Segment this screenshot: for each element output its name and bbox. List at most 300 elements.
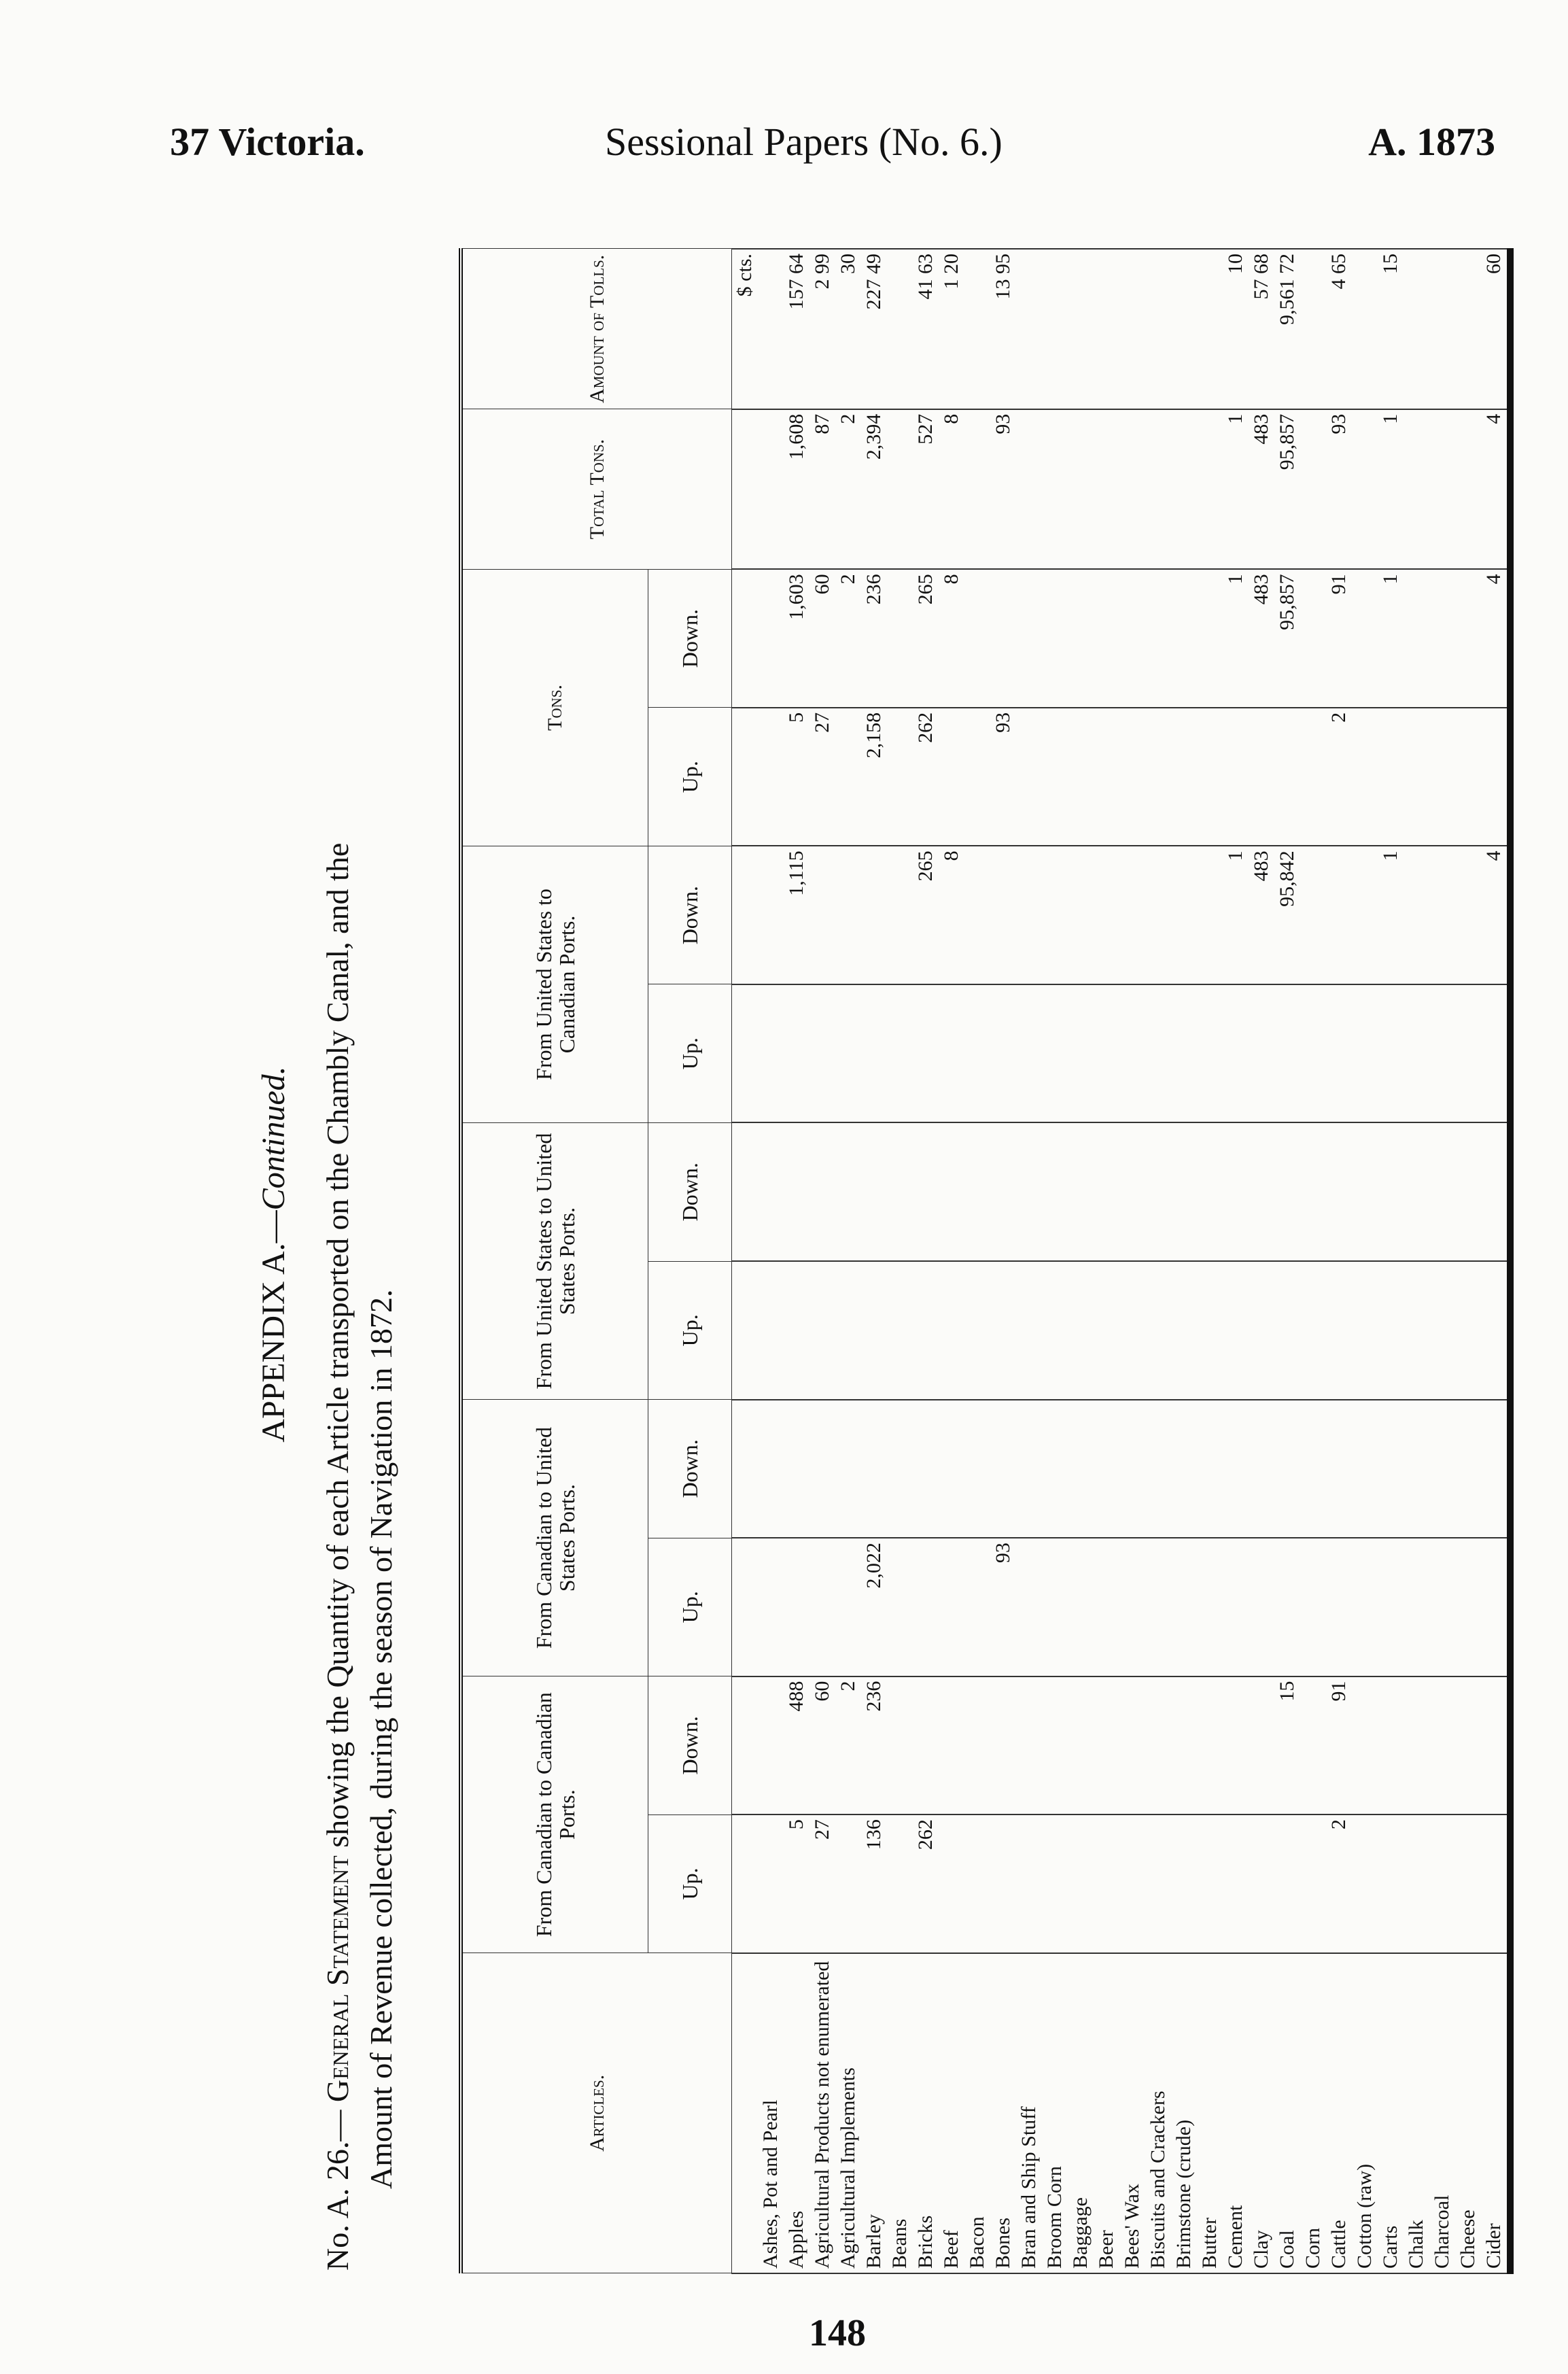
cell-tolls	[1197, 249, 1223, 409]
cell-cu-down	[990, 1400, 1016, 1538]
table-row	[1481, 249, 1510, 2273]
header-total-tons: Total Tons.	[461, 409, 732, 570]
cell-cu-up	[1171, 1538, 1197, 1676]
cell-t-down: 91	[1326, 569, 1352, 708]
cell-uu-up	[964, 1261, 990, 1400]
cell-cc-up	[1119, 1814, 1145, 1953]
cell-tolls: 30	[835, 249, 861, 409]
cell-uu-up	[784, 1261, 809, 1400]
subheader-down: Down.	[648, 1676, 732, 1815]
cell-uc-down	[758, 846, 784, 984]
cell-uu-down	[1352, 1122, 1378, 1261]
cell-cu-down	[758, 1400, 784, 1538]
table-row	[1016, 249, 1042, 2273]
cell-t-down	[887, 569, 913, 708]
cell-uu-up	[1481, 1261, 1510, 1400]
cell-cc-down	[913, 1676, 939, 1815]
cell-uu-down	[1119, 1122, 1145, 1261]
cell-uu-up	[809, 1261, 835, 1400]
cell-uu-down	[1171, 1122, 1197, 1261]
currency-label: $ cts.	[732, 249, 759, 409]
cell-tolls: 57 68	[1249, 249, 1274, 409]
cell-tolls	[1094, 249, 1119, 409]
cell-t-up	[1274, 708, 1300, 846]
cell-uu-up	[1352, 1261, 1378, 1400]
cell-uc-down	[1455, 846, 1481, 984]
cell-t-down	[1352, 569, 1378, 708]
cell-total	[1404, 409, 1429, 570]
cell-tolls: 4 65	[1326, 249, 1352, 409]
cell-cu-up	[1429, 1538, 1455, 1676]
cell-cu-up	[1094, 1538, 1119, 1676]
cell-total	[1094, 409, 1119, 570]
cell-total: 1	[1223, 409, 1249, 570]
cell-uu-down	[939, 1122, 964, 1261]
table-row	[1042, 249, 1068, 2273]
cell-uu-down	[1274, 1122, 1300, 1261]
cell-total	[1300, 409, 1326, 570]
cell-uu-up	[1455, 1261, 1481, 1400]
cell-cu-up	[784, 1538, 809, 1676]
cell-total: 2	[835, 409, 861, 570]
cell-uu-down	[1378, 1122, 1404, 1261]
cell-uc-up	[861, 984, 887, 1123]
subheader-up: Up.	[648, 1814, 732, 1953]
cell-uc-up	[1068, 984, 1094, 1123]
cell-t-down	[1119, 569, 1145, 708]
cell-cu-down	[1145, 1400, 1171, 1538]
table-row	[939, 249, 964, 2273]
article-name: Bacon	[964, 1953, 990, 2273]
cell-cc-down	[1352, 1676, 1378, 1815]
cell-tolls: 1 20	[939, 249, 964, 409]
article-name: Agricultural Products not enumerated	[809, 1953, 835, 2273]
article-name: Chalk	[1404, 1953, 1429, 2273]
cell-cc-up	[1352, 1814, 1378, 1953]
article-name: Bricks	[913, 1953, 939, 2273]
cell-uu-down	[1404, 1122, 1429, 1261]
cell-total	[1197, 409, 1223, 570]
cell-uc-down: 8	[939, 846, 964, 984]
cell-uc-up	[1326, 984, 1352, 1123]
cell-total: 93	[990, 409, 1016, 570]
cell-uc-up	[1429, 984, 1455, 1123]
cell-uu-down	[913, 1122, 939, 1261]
article-name: Butter	[1197, 1953, 1223, 2273]
article-name: Beer	[1094, 1953, 1119, 2273]
cell-uc-up	[809, 984, 835, 1123]
cell-total: 87	[809, 409, 835, 570]
currency-row	[732, 249, 759, 2273]
cell-t-down: 95,857	[1274, 569, 1300, 708]
cell-t-up	[1068, 708, 1094, 846]
cell-uu-down	[1223, 1122, 1249, 1261]
cell-uc-up	[758, 984, 784, 1123]
cell-cu-up	[939, 1538, 964, 1676]
statement-line2: Amount of Revenue collected, during the season of Navigation in 1872.	[364, 1289, 398, 2189]
statement-label: General Statement	[320, 1855, 355, 2103]
table-row	[887, 249, 913, 2273]
cell-t-down	[1300, 569, 1326, 708]
cell-tolls: 41 63	[913, 249, 939, 409]
page-number: 148	[809, 2312, 866, 2354]
cell-t-up: 27	[809, 708, 835, 846]
rotated-table-content	[255, 211, 1509, 2298]
cell-cc-up: 5	[784, 1814, 809, 1953]
table-row	[990, 249, 1016, 2273]
cell-uu-down	[1481, 1122, 1510, 1261]
cell-t-up	[1094, 708, 1119, 846]
cell-t-down: 1,603	[784, 569, 809, 708]
cell-t-down	[1016, 569, 1042, 708]
cell-cu-down	[835, 1400, 861, 1538]
cell-cu-up	[1326, 1538, 1352, 1676]
running-head-center: Sessional Papers (No. 6.)	[605, 120, 1003, 164]
cell-uu-up	[990, 1261, 1016, 1400]
cell-cu-up	[809, 1538, 835, 1676]
cell-cu-up	[1352, 1538, 1378, 1676]
cell-uc-down	[835, 846, 861, 984]
cell-cu-down	[1068, 1400, 1094, 1538]
cell-cu-down	[1171, 1400, 1197, 1538]
cell-t-up: 2	[1326, 708, 1352, 846]
cell-uu-up	[1249, 1261, 1274, 1400]
cell-cc-down	[1429, 1676, 1455, 1815]
cell-cu-up	[1274, 1538, 1300, 1676]
cell-cc-up	[887, 1814, 913, 1953]
cell-cu-up	[758, 1538, 784, 1676]
cell-cc-up	[1145, 1814, 1171, 1953]
cell-uu-up	[913, 1261, 939, 1400]
cell-cc-down: 236	[861, 1676, 887, 1815]
cell-uu-up	[1197, 1261, 1223, 1400]
cell-uc-down	[887, 846, 913, 984]
cell-tolls	[964, 249, 990, 409]
cell-cc-up	[964, 1814, 990, 1953]
cell-uu-down	[861, 1122, 887, 1261]
cell-cu-up	[1197, 1538, 1223, 1676]
table-row	[784, 249, 809, 2273]
rotated-table-region	[255, 211, 1509, 2298]
cell-t-up: 93	[990, 708, 1016, 846]
cell-cc-up	[1404, 1814, 1429, 1953]
table-row	[1378, 249, 1404, 2273]
article-name: Charcoal	[1429, 1953, 1455, 2273]
cell-t-up	[1300, 708, 1326, 846]
cell-uu-up	[1068, 1261, 1094, 1400]
cell-cu-down	[1404, 1400, 1429, 1538]
cell-cc-down	[964, 1676, 990, 1815]
cell-uu-up	[1016, 1261, 1042, 1400]
table-row	[964, 249, 990, 2273]
cell-t-up	[1249, 708, 1274, 846]
table-row	[1249, 249, 1274, 2273]
cell-uu-down	[1455, 1122, 1481, 1261]
cell-uc-up	[964, 984, 990, 1123]
cell-uc-down	[1016, 846, 1042, 984]
cell-tolls: 9,561 72	[1274, 249, 1300, 409]
cell-uu-up	[1223, 1261, 1249, 1400]
cell-cc-up	[1455, 1814, 1481, 1953]
cell-cu-down	[1300, 1400, 1326, 1538]
cell-t-up	[835, 708, 861, 846]
cell-uu-down	[758, 1122, 784, 1261]
cell-cu-down	[1197, 1400, 1223, 1538]
cell-cc-down	[1481, 1676, 1510, 1815]
cell-t-down	[1145, 569, 1171, 708]
cell-uc-down	[1326, 846, 1352, 984]
cell-uu-down	[1197, 1122, 1223, 1261]
cell-tolls: 227 49	[861, 249, 887, 409]
table-row	[758, 249, 784, 2273]
cell-cc-down	[1404, 1676, 1429, 1815]
currency-blank	[732, 1953, 759, 2273]
table-row	[1404, 249, 1429, 2273]
cell-cc-up	[1016, 1814, 1042, 1953]
cell-uc-up	[1274, 984, 1300, 1123]
header-us-us: From United States to United States Ports.	[461, 1122, 648, 1399]
cell-t-down	[1429, 569, 1455, 708]
cell-t-up: 5	[784, 708, 809, 846]
cell-uc-up	[1119, 984, 1145, 1123]
cell-cc-up	[1481, 1814, 1510, 1953]
cell-total: 1	[1378, 409, 1404, 570]
cell-cc-up	[1171, 1814, 1197, 1953]
cell-uc-up	[1223, 984, 1249, 1123]
cell-cc-up	[1429, 1814, 1455, 1953]
cell-uc-down	[1171, 846, 1197, 984]
cell-uu-down	[1094, 1122, 1119, 1261]
cell-t-up	[939, 708, 964, 846]
cell-t-down	[1171, 569, 1197, 708]
cell-cu-up	[964, 1538, 990, 1676]
cell-uc-up	[939, 984, 964, 1123]
article-name: Biscuits and Crackers	[1145, 1953, 1171, 2273]
cell-uc-down: 1,115	[784, 846, 809, 984]
subheader-down: Down.	[648, 1400, 732, 1538]
table-row	[1119, 249, 1145, 2273]
cell-cu-down	[913, 1400, 939, 1538]
cell-cc-down	[758, 1676, 784, 1815]
cell-t-down	[990, 569, 1016, 708]
article-name: Beans	[887, 1953, 913, 2273]
cell-cu-up	[887, 1538, 913, 1676]
cell-t-down: 1	[1223, 569, 1249, 708]
cell-cc-down: 2	[835, 1676, 861, 1815]
cell-uu-up	[1094, 1261, 1119, 1400]
cell-tolls	[1352, 249, 1378, 409]
article-name: Cheese	[1455, 1953, 1481, 2273]
cell-total: 1,608	[784, 409, 809, 570]
subheader-down: Down.	[648, 846, 732, 984]
table-body	[732, 249, 1511, 2273]
table-row	[913, 249, 939, 2273]
cell-total	[964, 409, 990, 570]
header-can-us: From Canadian to United States Ports.	[461, 1400, 648, 1676]
cell-uc-up	[1042, 984, 1068, 1123]
cell-cc-up	[1068, 1814, 1094, 1953]
cell-t-up	[1197, 708, 1223, 846]
cell-tolls	[1171, 249, 1197, 409]
article-name: Bones	[990, 1953, 1016, 2273]
cell-uc-down: 1	[1378, 846, 1404, 984]
cell-total: 2,394	[861, 409, 887, 570]
table-row	[1326, 249, 1352, 2273]
cell-t-down	[1068, 569, 1094, 708]
cell-cc-up	[758, 1814, 784, 1953]
cell-tolls	[1300, 249, 1326, 409]
cell-t-down	[1197, 569, 1223, 708]
table-row	[1223, 249, 1249, 2273]
table-row	[1352, 249, 1378, 2273]
cell-cu-down	[887, 1400, 913, 1538]
cell-total	[1145, 409, 1171, 570]
cell-cc-down: 488	[784, 1676, 809, 1815]
table-row	[1068, 249, 1094, 2273]
article-name: Apples	[784, 1953, 809, 2273]
cell-uc-up	[1481, 984, 1510, 1123]
cell-t-up	[1378, 708, 1404, 846]
cell-uc-down	[1352, 846, 1378, 984]
article-name: Barley	[861, 1953, 887, 2273]
article-name: Carts	[1378, 1953, 1404, 2273]
running-head-right: A. 1873	[1368, 120, 1495, 164]
cell-uc-down: 265	[913, 846, 939, 984]
appendix-title	[255, 211, 309, 2298]
table-row	[835, 249, 861, 2273]
cell-uc-up	[1197, 984, 1223, 1123]
table-row	[1171, 249, 1197, 2273]
cell-uu-down	[784, 1122, 809, 1261]
cell-uu-down	[809, 1122, 835, 1261]
cell-cu-down	[1016, 1400, 1042, 1538]
cell-uu-down	[835, 1122, 861, 1261]
cell-uc-up	[1378, 984, 1404, 1123]
subheader-down: Down.	[648, 1122, 732, 1261]
cell-tolls	[1068, 249, 1094, 409]
cell-cu-down	[861, 1400, 887, 1538]
subheader-down: Down.	[648, 569, 732, 708]
cell-total	[1042, 409, 1068, 570]
cell-cu-down	[1223, 1400, 1249, 1538]
article-name: Corn	[1300, 1953, 1326, 2273]
cell-uc-down	[964, 846, 990, 984]
cell-cc-up	[1042, 1814, 1068, 1953]
cell-total: 95,857	[1274, 409, 1300, 570]
article-name: Cement	[1223, 1953, 1249, 2273]
cell-cc-up	[990, 1814, 1016, 1953]
cell-uc-up	[835, 984, 861, 1123]
cell-tolls	[1042, 249, 1068, 409]
cell-total: 483	[1249, 409, 1274, 570]
cell-t-up	[1145, 708, 1171, 846]
cell-total	[1429, 409, 1455, 570]
cell-cc-up	[1094, 1814, 1119, 1953]
cell-cu-down	[1455, 1400, 1481, 1538]
cell-uu-up	[1042, 1261, 1068, 1400]
cell-uc-down	[1145, 846, 1171, 984]
cell-uu-down	[964, 1122, 990, 1261]
cell-uu-up	[758, 1261, 784, 1400]
cell-uc-down	[1094, 846, 1119, 984]
cell-t-up: 262	[913, 708, 939, 846]
cell-cc-up	[939, 1814, 964, 1953]
cell-uc-down	[1068, 846, 1094, 984]
cell-uu-up	[1326, 1261, 1352, 1400]
cell-uu-down	[1016, 1122, 1042, 1261]
cell-total	[1455, 409, 1481, 570]
appendix-continued: Continued.	[256, 1066, 292, 1211]
cell-t-up	[1016, 708, 1042, 846]
cell-cu-down	[1274, 1400, 1300, 1538]
article-name: Clay	[1249, 1953, 1274, 2273]
cell-cc-up	[1249, 1814, 1274, 1953]
cell-tolls	[1404, 249, 1429, 409]
cell-cu-up: 2,022	[861, 1538, 887, 1676]
cell-uu-up	[861, 1261, 887, 1400]
subheader-up: Up.	[648, 708, 732, 846]
cell-t-down	[964, 569, 990, 708]
cell-cu-up	[1145, 1538, 1171, 1676]
cell-cc-down	[1042, 1676, 1068, 1815]
cell-t-up	[1481, 708, 1510, 846]
cell-uu-up	[1378, 1261, 1404, 1400]
cell-t-up	[1429, 708, 1455, 846]
cell-uc-down	[809, 846, 835, 984]
cell-uc-up	[1145, 984, 1171, 1123]
cell-uu-down	[1068, 1122, 1094, 1261]
statement-table	[459, 248, 1514, 2274]
cell-tolls	[1429, 249, 1455, 409]
article-name: Baggage	[1068, 1953, 1094, 2273]
cell-cu-up	[1455, 1538, 1481, 1676]
article-name: Coal	[1274, 1953, 1300, 2273]
table-row	[1197, 249, 1223, 2273]
cell-cc-up: 2	[1326, 1814, 1352, 1953]
cell-total: 93	[1326, 409, 1352, 570]
cell-cu-up	[1016, 1538, 1042, 1676]
cell-cu-up: 93	[990, 1538, 1016, 1676]
cell-uu-down	[1145, 1122, 1171, 1261]
table-row	[1429, 249, 1455, 2273]
cell-uu-up	[1171, 1261, 1197, 1400]
cell-uc-up	[1094, 984, 1119, 1123]
cell-cu-up	[1042, 1538, 1068, 1676]
cell-tolls	[1145, 249, 1171, 409]
cell-total	[758, 409, 784, 570]
cell-t-down: 483	[1249, 569, 1274, 708]
cell-total: 4	[1481, 409, 1510, 570]
cell-uc-up	[913, 984, 939, 1123]
running-head-left: 37 Victoria.	[170, 120, 365, 164]
cell-cu-down	[1042, 1400, 1068, 1538]
cell-total	[1352, 409, 1378, 570]
cell-uc-down	[1119, 846, 1145, 984]
article-name: Bran and Ship Stuff	[1016, 1953, 1042, 2273]
cell-cc-up	[1274, 1814, 1300, 1953]
header-us-can: From United States to Canadian Ports.	[461, 846, 648, 1122]
statement-line1: showing the Quantity of each Article transported on the Chambly Canal, and the	[320, 842, 355, 1848]
cell-tolls: 157 64	[784, 249, 809, 409]
cell-cu-up	[1068, 1538, 1094, 1676]
cell-t-down	[758, 569, 784, 708]
cell-uc-down	[861, 846, 887, 984]
cell-tolls: 10	[1223, 249, 1249, 409]
cell-cc-down: 60	[809, 1676, 835, 1815]
cell-tolls: 60	[1481, 249, 1510, 409]
cell-uu-up	[835, 1261, 861, 1400]
cell-uu-up	[1145, 1261, 1171, 1400]
